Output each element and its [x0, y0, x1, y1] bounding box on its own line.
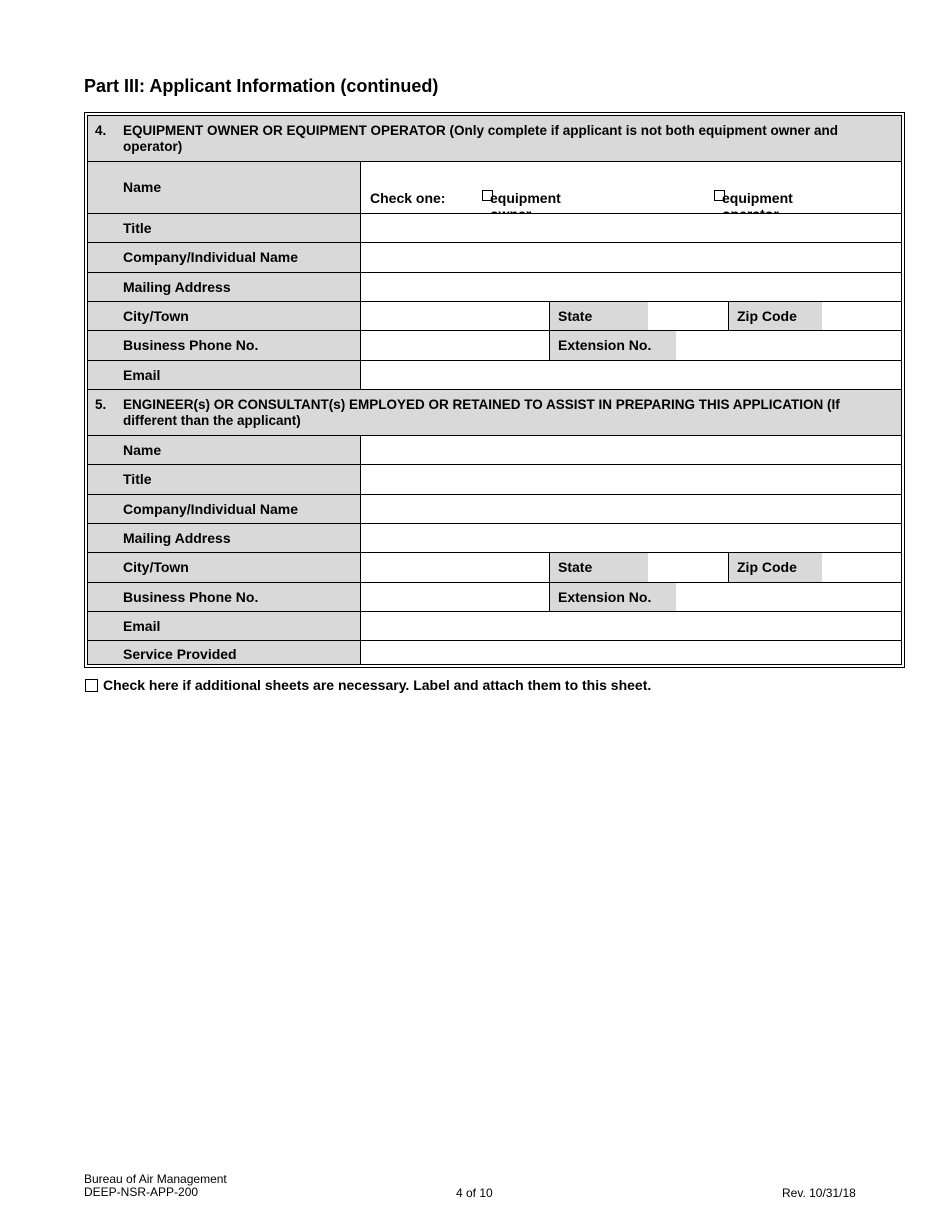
s5-email-row — [88, 612, 901, 641]
s5-phone-input[interactable] — [361, 583, 550, 611]
s4-zip-label: Zip Code — [737, 308, 797, 324]
check-one-label: Check one: — [370, 190, 446, 206]
section-4-number: 4. — [95, 123, 107, 138]
s4-company-input[interactable] — [361, 243, 901, 272]
s5-state-input[interactable] — [648, 553, 729, 582]
s4-name-row — [88, 162, 901, 214]
s4-extension-input[interactable] — [676, 331, 901, 360]
s4-city-row — [88, 302, 901, 331]
s5-mailing-label: Mailing Address — [123, 530, 231, 546]
additional-sheets-label: Check here if additional sheets are necessary. Label and attach them to this sheet. — [103, 677, 652, 693]
s5-service-input[interactable] — [361, 641, 901, 664]
s5-name-input[interactable] — [361, 436, 901, 464]
page-title: Part III: Applicant Information (continued) — [84, 76, 439, 96]
s5-city-input[interactable] — [361, 553, 550, 582]
s5-mailing-row — [88, 524, 901, 553]
s5-name-label: Name — [123, 442, 162, 458]
s4-mailing-row — [88, 273, 901, 302]
s5-name-row — [88, 436, 901, 465]
s5-city-row — [88, 553, 901, 583]
s5-service-label: Service Provided — [123, 646, 237, 662]
s5-service-row — [88, 641, 901, 664]
footer-left — [84, 1173, 227, 1199]
section-5-number: 5. — [95, 397, 107, 412]
s4-name-field[interactable] — [361, 162, 901, 213]
s5-phone-row — [88, 583, 901, 612]
s4-city-label: City/Town — [123, 308, 189, 324]
section-5-heading: ENGINEER(s) OR CONSULTANT(s) EMPLOYED OR RETAINED TO ASSIST IN PREPARING THIS APPLICATION (If different than the applicant) — [123, 397, 840, 428]
s4-state-label: State — [558, 308, 593, 324]
s4-zip-input[interactable] — [822, 302, 901, 330]
s4-mailing-input[interactable] — [361, 273, 901, 301]
s4-email-input[interactable] — [361, 361, 901, 389]
s5-extension-input[interactable] — [676, 583, 901, 611]
s5-city-label: City/Town — [123, 559, 189, 575]
footer-revision: Rev. 10/31/18 — [782, 1186, 856, 1200]
section-5-header — [88, 390, 901, 436]
s5-company-row — [88, 495, 901, 524]
s5-title-row — [88, 465, 901, 495]
s4-company-label: Company/Individual Name — [123, 249, 299, 265]
s4-title-label: Title — [123, 220, 152, 236]
equipment-owner-label: equipment — [490, 190, 561, 206]
s4-state-input[interactable] — [648, 302, 729, 330]
form-table — [87, 115, 902, 665]
s5-phone-label: Business Phone No. — [123, 589, 259, 605]
s4-title-row — [88, 214, 901, 243]
s5-title-input[interactable] — [361, 465, 901, 494]
s4-company-row — [88, 243, 901, 273]
s4-extension-label: Extension No. — [558, 337, 652, 353]
equipment-operator-label: equipment — [722, 190, 793, 206]
s4-city-input[interactable] — [361, 302, 550, 330]
additional-sheets-note[interactable] — [85, 677, 651, 693]
s5-zip-input[interactable] — [822, 553, 901, 582]
s4-name-label: Name — [123, 179, 162, 195]
s4-title-input[interactable] — [361, 214, 901, 242]
s4-email-row — [88, 361, 901, 390]
s5-zip-label: Zip Code — [737, 559, 797, 575]
additional-sheets-checkbox[interactable] — [85, 679, 98, 692]
footer-form-id: DEEP-NSR-APP-200 — [84, 1185, 199, 1199]
footer-page-number: 4 of 10 — [456, 1186, 493, 1200]
s4-phone-row — [88, 331, 901, 361]
s5-email-label: Email — [123, 618, 161, 634]
s5-extension-label: Extension No. — [558, 589, 652, 605]
s5-state-label: State — [558, 559, 593, 575]
s4-phone-input[interactable] — [361, 331, 550, 360]
s5-company-input[interactable] — [361, 495, 901, 523]
section-4-header — [88, 116, 901, 162]
s4-email-label: Email — [123, 367, 161, 383]
s5-company-label: Company/Individual Name — [123, 501, 299, 517]
s5-title-label: Title — [123, 471, 152, 487]
s5-mailing-input[interactable] — [361, 524, 901, 552]
section-4-heading: EQUIPMENT OWNER OR EQUIPMENT OPERATOR (Only complete if applicant is not both equipment owner and operator) — [123, 123, 839, 154]
s4-mailing-label: Mailing Address — [123, 279, 231, 295]
s4-phone-label: Business Phone No. — [123, 337, 259, 353]
applicant-info-form — [84, 112, 905, 668]
s5-email-input[interactable] — [361, 612, 901, 640]
footer-bureau: Bureau of Air Management — [84, 1172, 227, 1186]
